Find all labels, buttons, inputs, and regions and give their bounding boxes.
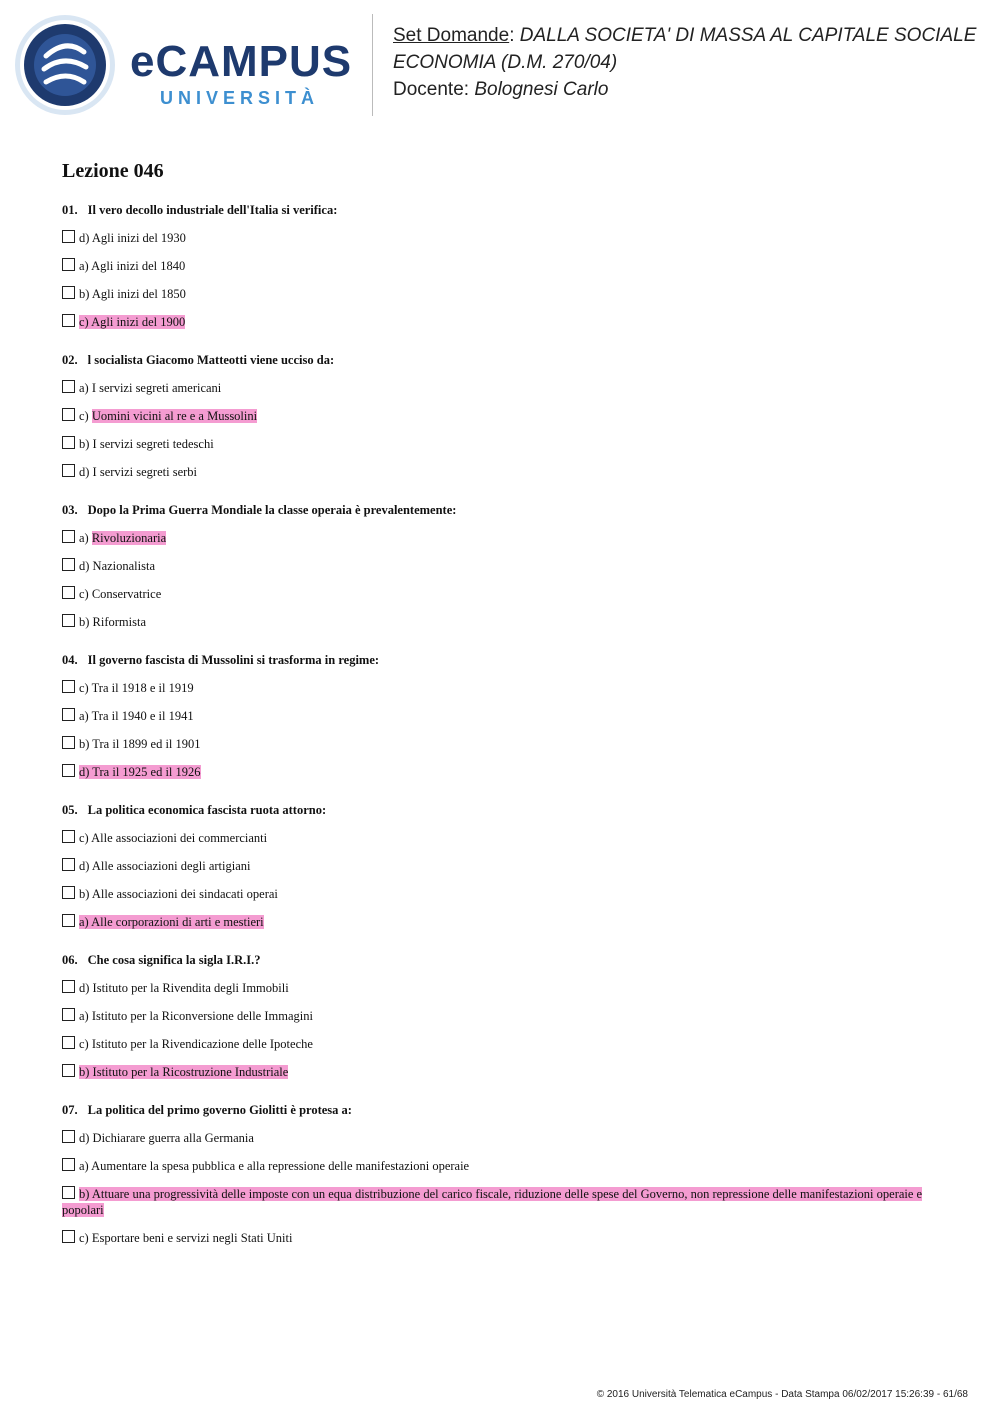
answer-text-highlighted: a) Alle corporazioni di arti e mestieri <box>79 915 264 929</box>
set-label: Set Domande <box>393 25 510 46</box>
question-label: Il vero decollo industriale dell'Italia si verifica: <box>87 203 338 217</box>
page-header <box>0 0 1000 130</box>
answer-checkbox[interactable] <box>62 886 75 899</box>
answer-option <box>62 708 942 724</box>
answer-option <box>62 830 942 846</box>
answer-checkbox[interactable] <box>62 408 75 421</box>
answer-text: c) Esportare beni e servizi negli Stati Uniti <box>79 1231 293 1245</box>
question-04 <box>62 652 942 780</box>
answer-checkbox[interactable] <box>62 436 75 449</box>
answer-option <box>62 464 942 480</box>
answer-option <box>62 886 942 902</box>
answer-prefix: c) <box>79 409 89 423</box>
question-02 <box>62 352 942 480</box>
answer-option <box>62 736 942 752</box>
answer-text: a) Istituto per la Riconversione delle Immagini <box>79 1009 313 1023</box>
logo-wordmark: eCAMPUS <box>130 37 353 86</box>
answer-checkbox[interactable] <box>62 1008 75 1021</box>
answer-text: b) I servizi segreti tedeschi <box>79 437 214 451</box>
question-number: 03. <box>62 503 78 517</box>
ecampus-logo-emblem-icon <box>14 14 116 116</box>
question-label: Il governo fascista di Mussolini si trasforma in regime: <box>87 653 380 667</box>
answer-option <box>62 436 942 452</box>
question-text <box>62 1102 942 1118</box>
answer-option-correct <box>62 314 942 330</box>
answer-checkbox[interactable] <box>62 1064 75 1077</box>
question-03 <box>62 502 942 630</box>
answer-text: d) Nazionalista <box>79 559 156 573</box>
answer-text: a) Tra il 1940 e il 1941 <box>79 709 194 723</box>
answer-text: d) Alle associazioni degli artigiani <box>79 859 251 873</box>
answer-text: b) Riformista <box>79 615 147 629</box>
question-07 <box>62 1102 942 1246</box>
answer-checkbox[interactable] <box>62 530 75 543</box>
question-number: 05. <box>62 803 78 817</box>
answer-checkbox[interactable] <box>62 1158 75 1171</box>
answer-text-highlighted: d) Tra il 1925 ed il 1926 <box>79 765 201 779</box>
question-number: 04. <box>62 653 78 667</box>
answer-text: a) Agli inizi del 1840 <box>79 259 186 273</box>
answer-checkbox[interactable] <box>62 380 75 393</box>
answer-text: b) Alle associazioni dei sindacati operai <box>79 887 278 901</box>
question-number: 02. <box>62 353 78 367</box>
answer-checkbox[interactable] <box>62 1186 75 1199</box>
answer-text: c) Istituto per la Rivendicazione delle Ipoteche <box>79 1037 313 1051</box>
question-text <box>62 802 942 818</box>
answer-text-highlighted: c) Agli inizi del 1900 <box>79 315 186 329</box>
question-number: 01. <box>62 203 78 217</box>
answer-option-correct <box>62 1186 942 1218</box>
answer-text: c) Conservatrice <box>79 587 162 601</box>
teacher-name: Bolognesi Carlo <box>474 79 609 100</box>
answer-option <box>62 586 942 602</box>
answer-option <box>62 258 942 274</box>
answer-option-correct <box>62 914 942 930</box>
answer-text: b) Agli inizi del 1850 <box>79 287 186 301</box>
answer-checkbox[interactable] <box>62 230 75 243</box>
question-text <box>62 202 942 218</box>
answer-checkbox[interactable] <box>62 258 75 271</box>
question-01 <box>62 202 942 330</box>
answer-checkbox[interactable] <box>62 1230 75 1243</box>
answer-text-highlighted: Rivoluzionaria <box>91 531 167 545</box>
question-text <box>62 952 942 968</box>
answer-option <box>62 680 942 696</box>
answer-option <box>62 1130 942 1146</box>
answer-checkbox[interactable] <box>62 830 75 843</box>
answer-checkbox[interactable] <box>62 586 75 599</box>
answer-option <box>62 1158 942 1174</box>
answer-checkbox[interactable] <box>62 858 75 871</box>
answer-text: d) Istituto per la Rivendita degli Immobili <box>79 981 289 995</box>
answer-checkbox[interactable] <box>62 980 75 993</box>
answer-option <box>62 614 942 630</box>
answer-checkbox[interactable] <box>62 314 75 327</box>
answer-text: c) Tra il 1918 e il 1919 <box>79 681 194 695</box>
page-footer: © 2016 Università Telematica eCampus - Data Stampa 06/02/2017 15:26:39 - 61/68 <box>596 1389 968 1400</box>
course-name: ECONOMIA (D.M. 270/04) <box>393 52 618 73</box>
set-title: DALLA SOCIETA' DI MASSA AL CAPITALE SOCIALE <box>519 25 977 46</box>
answer-option <box>62 380 942 396</box>
answer-option-correct <box>62 1064 942 1080</box>
answer-text: a) I servizi segreti americani <box>79 381 222 395</box>
teacher-label: Docente: <box>393 79 470 100</box>
answer-text: d) I servizi segreti serbi <box>79 465 198 479</box>
question-06 <box>62 952 942 1080</box>
lesson-title: Lezione 046 <box>62 160 164 182</box>
answer-text: b) Tra il 1899 ed il 1901 <box>79 737 201 751</box>
question-05 <box>62 802 942 930</box>
answer-text-highlighted: b) Attuare una progressività delle imposte con un equa distribuzione del carico fiscale, riduzione delle spese del Governo, non repressione delle manifestazioni operaie e popolari <box>62 1187 923 1217</box>
logo-subtitle: UNIVERSITÀ <box>160 88 320 108</box>
question-list <box>62 202 942 1268</box>
answer-prefix: a) <box>79 531 89 545</box>
question-text <box>62 502 942 518</box>
answer-text: c) Alle associazioni dei commercianti <box>79 831 268 845</box>
answer-option <box>62 1036 942 1052</box>
answer-option <box>62 286 942 302</box>
answer-text-highlighted: b) Istituto per la Ricostruzione Industriale <box>79 1065 289 1079</box>
question-label: Che cosa significa la sigla I.R.I.? <box>87 953 261 967</box>
question-text <box>62 352 942 368</box>
answer-checkbox[interactable] <box>62 558 75 571</box>
question-number: 06. <box>62 953 78 967</box>
answer-option <box>62 1008 942 1024</box>
question-label: l socialista Giacomo Matteotti viene ucciso da: <box>87 353 335 367</box>
answer-checkbox[interactable] <box>62 286 75 299</box>
answer-option <box>62 858 942 874</box>
question-number: 07. <box>62 1103 78 1117</box>
answer-checkbox[interactable] <box>62 680 75 693</box>
answer-option-correct <box>62 408 942 424</box>
answer-option <box>62 1230 942 1246</box>
question-text <box>62 652 942 668</box>
answer-checkbox[interactable] <box>62 914 75 927</box>
answer-text: a) Aumentare la spesa pubblica e alla repressione delle manifestazioni operaie <box>79 1159 470 1173</box>
answer-checkbox[interactable] <box>62 764 75 777</box>
answer-checkbox[interactable] <box>62 708 75 721</box>
answer-checkbox[interactable] <box>62 464 75 477</box>
question-label: La politica economica fascista ruota attorno: <box>87 803 327 817</box>
answer-checkbox[interactable] <box>62 1130 75 1143</box>
question-label: La politica del primo governo Giolitti è protesa a: <box>87 1103 352 1117</box>
answer-option-correct <box>62 764 942 780</box>
answer-checkbox[interactable] <box>62 1036 75 1049</box>
question-label: Dopo la Prima Guerra Mondiale la classe operaia è prevalentemente: <box>87 503 457 517</box>
answer-text: d) Agli inizi del 1930 <box>79 231 186 245</box>
answer-option <box>62 980 942 996</box>
answer-text: d) Dichiarare guerra alla Germania <box>79 1131 254 1145</box>
answer-checkbox[interactable] <box>62 614 75 627</box>
set-info: Set Domande: DALLA SOCIETA' DI MASSA AL CAPITALE SOCIALE ECONOMIA (D.M. 270/04) Docente: Bolognesi Carlo <box>393 25 977 100</box>
answer-checkbox[interactable] <box>62 736 75 749</box>
answer-option <box>62 230 942 246</box>
header-divider <box>372 14 373 116</box>
answer-option <box>62 558 942 574</box>
answer-option-correct <box>62 530 942 546</box>
answer-text-highlighted: Uomini vicini al re e a Mussolini <box>91 409 258 423</box>
